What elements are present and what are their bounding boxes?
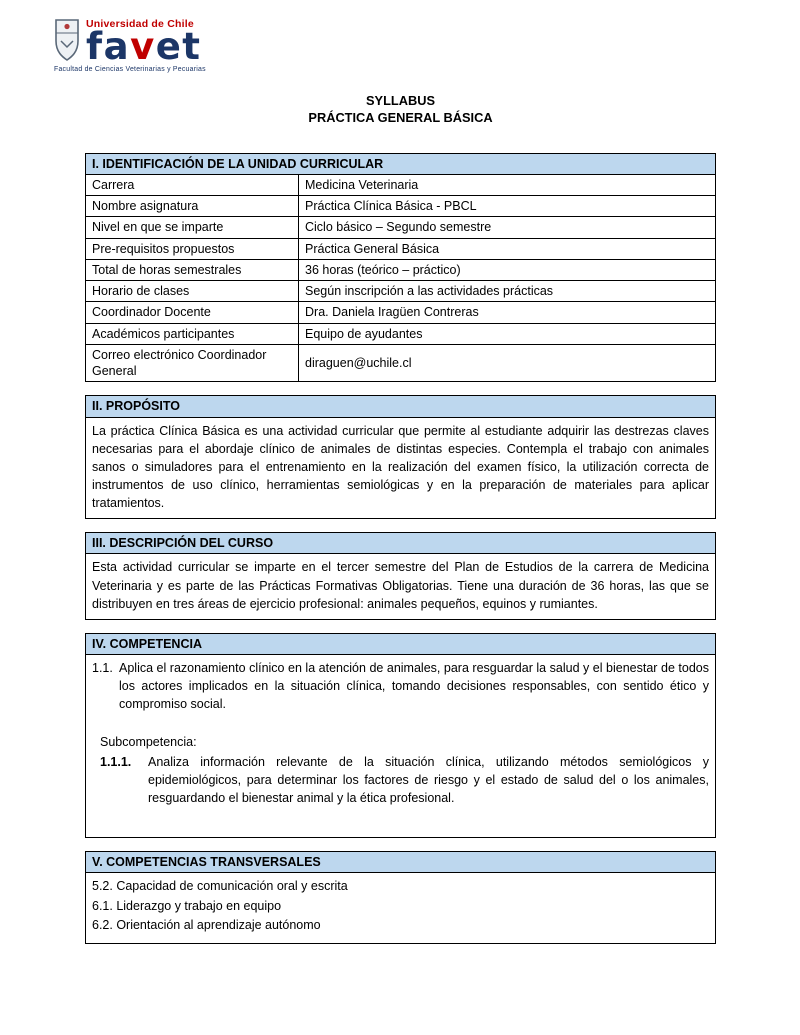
transversal-item: 6.1. Liderazgo y trabajo en equipo (92, 898, 282, 913)
row-label: Pre-requisitos propuestos (86, 238, 299, 259)
section-header-row (86, 153, 716, 174)
favet-wordmark-et: et (155, 25, 202, 68)
table-row (86, 323, 716, 344)
row-label: Horario de clases (86, 281, 299, 302)
logo-row (54, 16, 244, 68)
row-value: Práctica Clínica Básica - PBCL (299, 196, 716, 217)
row-label: Coordinador Docente (86, 302, 299, 323)
university-name: Universidad de Chile (86, 18, 194, 30)
row-value: Dra. Daniela Iragüen Contreras (299, 302, 716, 323)
transversal-item: 5.2. Capacidad de comunicación oral y escrita (92, 879, 348, 894)
row-label: Correo electrónico Coordinador General (86, 344, 299, 382)
section-iv-header: IV. COMPETENCIA (86, 634, 715, 655)
favet-wordmark (86, 25, 202, 68)
document-content (85, 0, 716, 944)
row-value: Medicina Veterinaria (299, 174, 716, 195)
row-value: Según inscripción a las actividades prácticas (299, 281, 716, 302)
subcompetencia-item (100, 753, 709, 807)
section-iii-header: III. DESCRIPCIÓN DEL CURSO (86, 533, 715, 554)
row-label: Carrera (86, 174, 299, 195)
row-value: Equipo de ayudantes (299, 323, 716, 344)
row-value: 36 horas (teórico – práctico) (299, 259, 716, 280)
section-ii-body: La práctica Clínica Básica es una actividad curricular que permite al estudiante adquirir las destrezas claves necesarias para el abordaje clínico de animales de distintas especies. Contempla el trabajo con animales sanos o simuladores para el entrenamiento en la realización del examen físico, la utilización correcta de instrumentos de uso clínico, herramientas semiológicas y en la preparación de materiales para aplicar tratamientos. (92, 423, 709, 511)
document-title (85, 92, 716, 127)
section-iii-body: Esta actividad curricular se imparte en el tercer semestre del Plan de Estudios de la carrera de Medicina Veterinaria y es parte de las Prácticas Formativas Obligatorias. Tiene una duración de 36 horas, las que se distribuyen en tres áreas de ejercicio profesional: animales pequeños, equinos y rumiantes. (92, 560, 709, 611)
subcompetencia-label: Subcompetencia: (100, 735, 197, 750)
section-ii-header: II. PROPÓSITO (86, 396, 715, 417)
identification-table (85, 153, 716, 383)
table-row (86, 281, 716, 302)
row-value: diraguen@uchile.cl (299, 344, 716, 382)
logo-text-column (86, 16, 202, 68)
competencia-item (92, 659, 709, 713)
table-row (86, 174, 716, 195)
row-value: Práctica General Básica (299, 238, 716, 259)
section-v-body (86, 873, 715, 943)
transversal-item: 6.2. Orientación al aprendizaje autónomo (92, 917, 321, 932)
subcompetencia-item-number: 1.1.1. (100, 754, 132, 769)
section-iv-body (86, 655, 715, 837)
section-v-header: V. COMPETENCIAS TRANSVERSALES (86, 852, 715, 873)
section-proposito (85, 395, 716, 519)
table-row (86, 259, 716, 280)
title-line2: PRÁCTICA GENERAL BÁSICA (308, 110, 493, 126)
favet-wordmark-v: v (130, 25, 156, 68)
table-row (86, 344, 716, 382)
favet-logo (54, 16, 244, 73)
row-value: Ciclo básico – Segundo semestre (299, 217, 716, 238)
competencia-item-text: Aplica el razonamiento clínico en la atención de animales, para resguardar la salud y el bienestar de todos los actores implicados en la situación clínica, tomando decisiones responsables, con sentido ético y compromiso social. (119, 661, 709, 712)
competencia-item-number: 1.1. (92, 661, 113, 676)
table-row (86, 196, 716, 217)
favet-wordmark-fa: fa (86, 25, 131, 68)
university-crest-icon (54, 16, 80, 65)
row-label: Nombre asignatura (86, 196, 299, 217)
table-row (86, 302, 716, 323)
section-i-header: I. IDENTIFICACIÓN DE LA UNIDAD CURRICULAR (86, 153, 716, 174)
table-row (86, 238, 716, 259)
row-label: Nivel en que se imparte (86, 217, 299, 238)
faculty-name: Facultad de Ciencias Veterinarias y Pecuarias (54, 66, 206, 73)
row-label: Total de horas semestrales (86, 259, 299, 280)
row-label: Académicos participantes (86, 323, 299, 344)
subcompetencia-item-text: Analiza información relevante de la situación clínica, utilizando métodos semiológicos y epidemiológicos, para determinar los factores de riesgo y el estado de salud del o los animales, resguardando el bienestar animal y la ética profesional. (148, 754, 709, 805)
table-row (86, 217, 716, 238)
section-competencia (85, 633, 716, 838)
section-descripcion (85, 532, 716, 620)
title-line1: SYLLABUS (366, 93, 435, 108)
section-transversales (85, 851, 716, 944)
